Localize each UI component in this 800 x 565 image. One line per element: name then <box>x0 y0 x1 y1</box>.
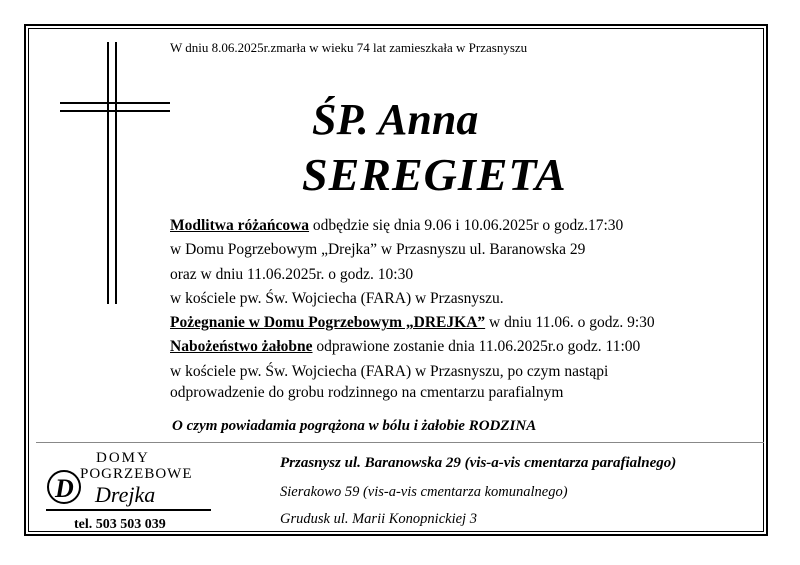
farewell-text: w dniu 11.06. o godz. 9:30 <box>485 314 655 332</box>
cross-horizontal-bar <box>60 102 170 104</box>
logo-underline <box>46 509 211 511</box>
family-closing: O czym powiadamia pogrążona w bólu i żałobie RODZINA <box>172 418 537 434</box>
church-line: w kościele pw. Św. Wojciecha (FARA) w Przasnyszu. <box>170 289 504 307</box>
farewell-label: Pożegnanie w Domu Pogrzebowym „DREJKA” <box>170 314 486 332</box>
address-sierakowo: Sierakowo 59 (vis-a-vis cmentarza komunalnego) <box>280 484 568 500</box>
funeral-mass-line <box>170 335 655 359</box>
logo-line-domy: DOMY <box>96 450 150 466</box>
funeral-mass-text: odprawione zostanie dnia 11.06.2025r.o godz. 11:00 <box>312 338 641 356</box>
death-notice-header: W dniu 8.06.2025r.zmarła w wieku 74 lat zamieszkała w Przasnyszu <box>170 40 528 55</box>
second-date-line: oraz w dniu 11.06.2025r. o godz. 10:30 <box>170 265 414 283</box>
rosary-line <box>170 214 655 238</box>
farewell-line <box>170 311 655 335</box>
cross-vertical-bar <box>107 42 109 304</box>
footer-divider <box>36 442 764 443</box>
funeral-mass-label: Nabożeństwo żałobne <box>170 338 313 356</box>
funeral-home-logo <box>40 450 265 522</box>
rosary-location: w Domu Pogrzebowym „Drejka” w Przasnyszu ul. Baranowska 29 <box>170 241 586 259</box>
deceased-last-name: SEREGIETA <box>302 149 567 200</box>
ceremony-details <box>170 214 655 402</box>
logo-name: Drejka <box>95 482 156 507</box>
funeral-church-line: w kościele pw. Św. Wojciecha (FARA) w Przasnyszu, po czym nastąpi <box>170 362 609 380</box>
logo-initial: D <box>55 474 74 503</box>
phone-number: tel. 503 503 039 <box>74 517 166 532</box>
rosary-label: Modlitwa różańcowa <box>170 217 310 234</box>
rosary-text: odbędzie się dnia 9.06 i 10.06.2025r o godz.17:30 <box>309 217 624 234</box>
deceased-first-name: ŚP. Anna <box>312 95 479 144</box>
cross-horizontal-bar <box>60 110 170 112</box>
cross-vertical-bar <box>115 42 117 304</box>
logo-line-pogrzebowe: POGRZEBOWE <box>80 466 193 482</box>
address-przasnysz: Przasnysz ul. Baranowska 29 (vis-a-vis cmentarza parafialnego) <box>280 455 677 471</box>
address-grudusk: Grudusk ul. Marii Konopnickiej 3 <box>280 511 477 527</box>
burial-line: odprowadzenie do grobu rodzinnego na cmentarzu parafialnym <box>170 384 564 402</box>
